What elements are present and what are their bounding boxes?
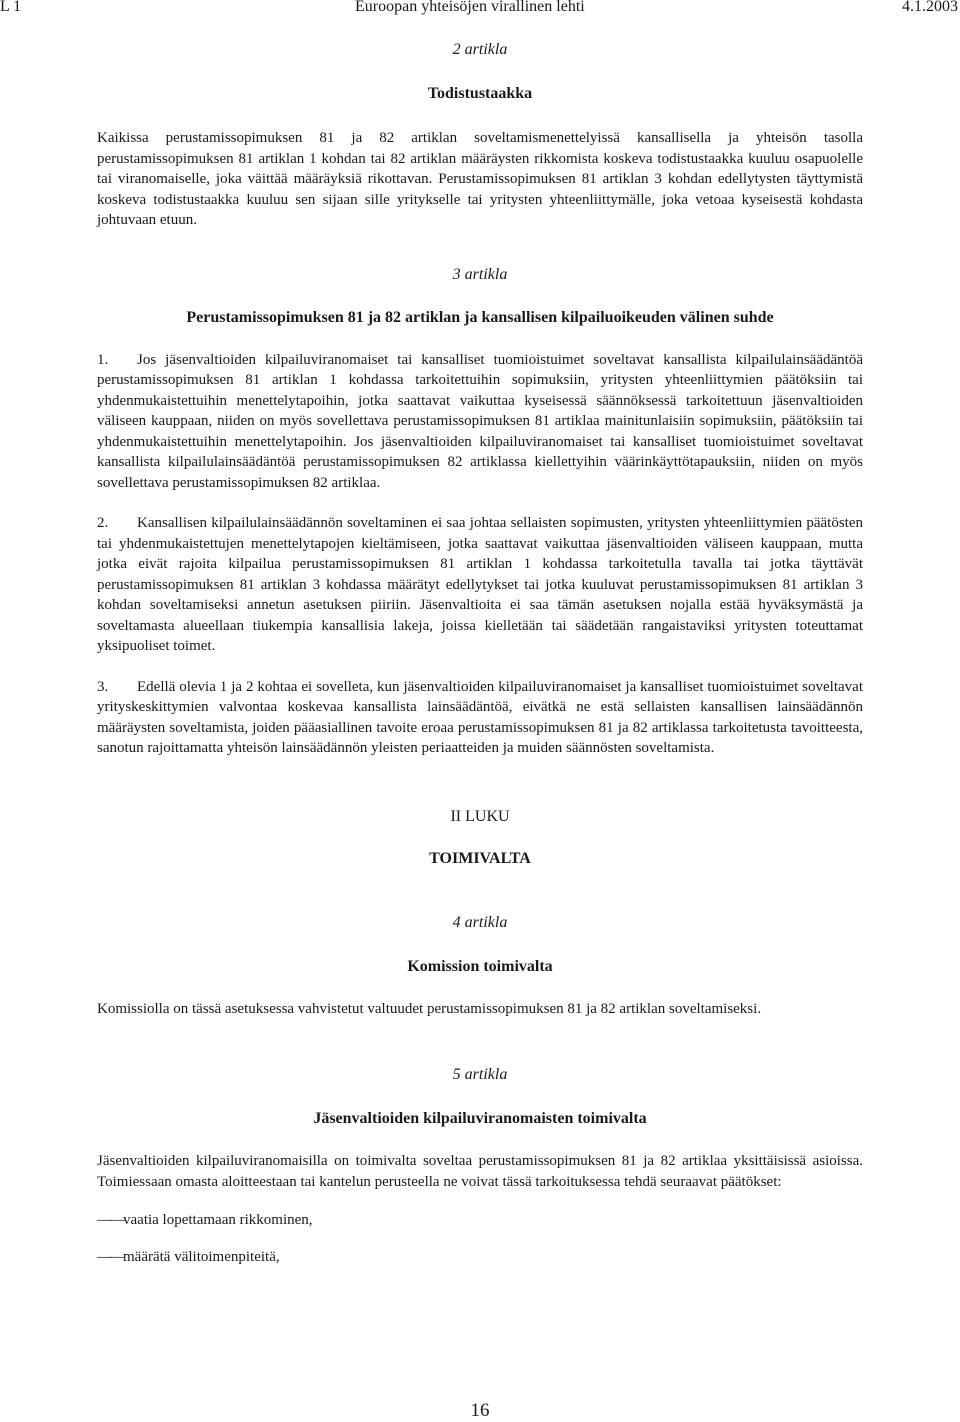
paragraph-3 [97, 677, 863, 759]
paragraph-number: 3. [97, 678, 109, 695]
article-number: 4 artikla [452, 913, 508, 931]
article-title: Perustamissopimuksen 81 ja 82 artiklan ja kansallisen kilpailuoikeuden välinen suhde [186, 308, 774, 326]
paragraph-text: Jos jäsenvaltioiden kilpailuviranomaiset tai kansalliset tuomioistuimet soveltavat kansallista kilpailulainsäädäntöä perustamissopimuksen 81 artiklan 1 kohdassa tarkoitettuihin sopimuksiin, yritysten yhteenliittymien päätöksiin tai yhdenmukaistettuihin menettelytapoihin, jotka saattavat vaikuttaa kyseisessä säännöksessä tarkoitettuun jäsenvaltioiden väliseen kauppaan, niiden on myös sovellettava perustamissopimuksen 81 artiklaa mainitunlaisiin sopimuksiin, päätöksiin tai yhdenmukaistettuihin menettelytapoihin. Jos jäsenvaltioiden kilpailuviranomaiset tai kansalliset tuomioistuimet soveltavat kansallista kilpailulainsäädäntöä perustamissopimuksen 82 artiklassa kiellettyihin väärinkäyttötapauksiin, niiden on myös sovellettava perustamissopimuksen 82 artiklaa. [97, 351, 863, 491]
series-label: L 1 [0, 0, 22, 15]
chapter-title: TOIMIVALTA [429, 849, 531, 867]
list-item-text: vaatia lopettamaan rikkominen, [123, 1212, 313, 1228]
article-2 [97, 40, 863, 231]
dash-marker: —— [97, 1212, 123, 1228]
list-item [97, 1210, 863, 1230]
article-text: Komissiolla on tässä asetuksessa vahvistetut valtuudet perustamissopimuksen 81 ja 82 artiklan soveltamiseksi. [97, 1000, 762, 1017]
page-header [0, 0, 960, 20]
article-text: Jäsenvaltioiden kilpailuviranomaisilla on toimivalta soveltaa perustamissopimuksen 81 ja 82 artiklaa yksittäisissä asioissa. Toimiessaan omasta aloitteestaan tai kantelun perusteella ne voivat tässä tarkoituksessa tehdä seuraavat päätökset: [97, 1153, 863, 1190]
paragraph-1 [97, 350, 863, 494]
chapter-number: II LUKU [450, 807, 510, 825]
list-item [97, 1247, 863, 1267]
dash-marker: —— [97, 1249, 123, 1265]
article-text: Kaikissa perustamissopimuksen 81 ja 82 artiklan soveltamismenettelyissä kansallisella ja yhteisön tasolla perustamissopimuksen 81 artiklan 1 kohdan tai 82 artiklan määräysten rikkomista koskeva todistustaakka kuuluu osapuolelle tai viranomaiselle, joka väittää määräyksiä rikottavan. Perustamissopimuksen 81 artiklan 3 kohdan edellytysten täyttymistä koskeva todistustaakka kuuluu sen sijaan sille yritykselle tai yritysten yhteenliittymälle, joka vetoaa kyseisestä kohdasta johtuvaan etuun. [97, 130, 863, 228]
article-number: 3 artikla [452, 265, 508, 283]
chapter-2 [97, 807, 863, 869]
list-item-text: määrätä välitoimenpiteitä, [123, 1249, 280, 1265]
article-title: Komission toimivalta [407, 957, 553, 975]
journal-title: Euroopan yhteisöjen virallinen lehti [355, 0, 585, 15]
article-number: 2 artikla [452, 41, 508, 58]
document-body [97, 40, 863, 1267]
paragraph-2 [97, 513, 863, 657]
page-number: 16 [470, 1400, 490, 1421]
paragraph-text: Edellä olevia 1 ja 2 kohtaa ei sovelleta, kun jäsenvaltioiden kilpailuviranomaiset ja kansalliset tuomioistuimet soveltavat yrityskeskittymien valvontaa koskevaa kansallista lainsäädäntöä, eivätkä ne estä sellaisten kansallisen lainsäädännön määräysten soveltamista, joiden pääasiallinen tavoite eroaa perustamissopimuksen 81 ja 82 artiklassa tarkoitetusta tavoitteesta, sanotun rajoittamatta yhteisön lainsäädännön yleisten periaatteiden ja muiden säännösten soveltamista. [97, 678, 863, 756]
article-4 [97, 913, 863, 1020]
issue-date: 4.1.2003 [902, 0, 958, 15]
article-title: Todistustaakka [427, 85, 533, 102]
article-number: 5 artikla [452, 1066, 508, 1083]
paragraph-number: 1. [97, 351, 109, 368]
article-5 [97, 1065, 863, 1267]
paragraph-number: 2. [97, 515, 109, 531]
article-3 [97, 265, 863, 759]
article-title: Jäsenvaltioiden kilpailuviranomaisten toimivalta [313, 1110, 647, 1127]
paragraph-text: Kansallisen kilpailulainsäädännön soveltaminen ei saa johtaa sellaisten sopimusten, yritysten yhteenliittymien päätösten tai yhdenmukaistettujen menettelytapojen kieltämiseen, jotka saattavat vaikuttaa jäsenvaltioiden väliseen kauppaan, mutta jotka eivät rajoita kilpailua perustamissopimuksen 81 artiklan 1 kohdassa tarkoitetulla tavalla tai jotka täyttävät perustamissopimuksen 81 artiklan 3 kohdassa määrätyt edellytykset tai jotka kuuluvat perustamissopimuksen 81 artiklan 3 kohdan soveltamiseksi annetun asetuksen piiriin. Jäsenvaltioita ei saa tämän asetuksen nojalla estää hyväksymästä ja soveltamasta alueellaan tiukempia kansallisia lakeja, joissa kielletään tai säädetään rangaistaviksi yritysten toteuttamat yksipuoliset toimet. [97, 515, 863, 654]
